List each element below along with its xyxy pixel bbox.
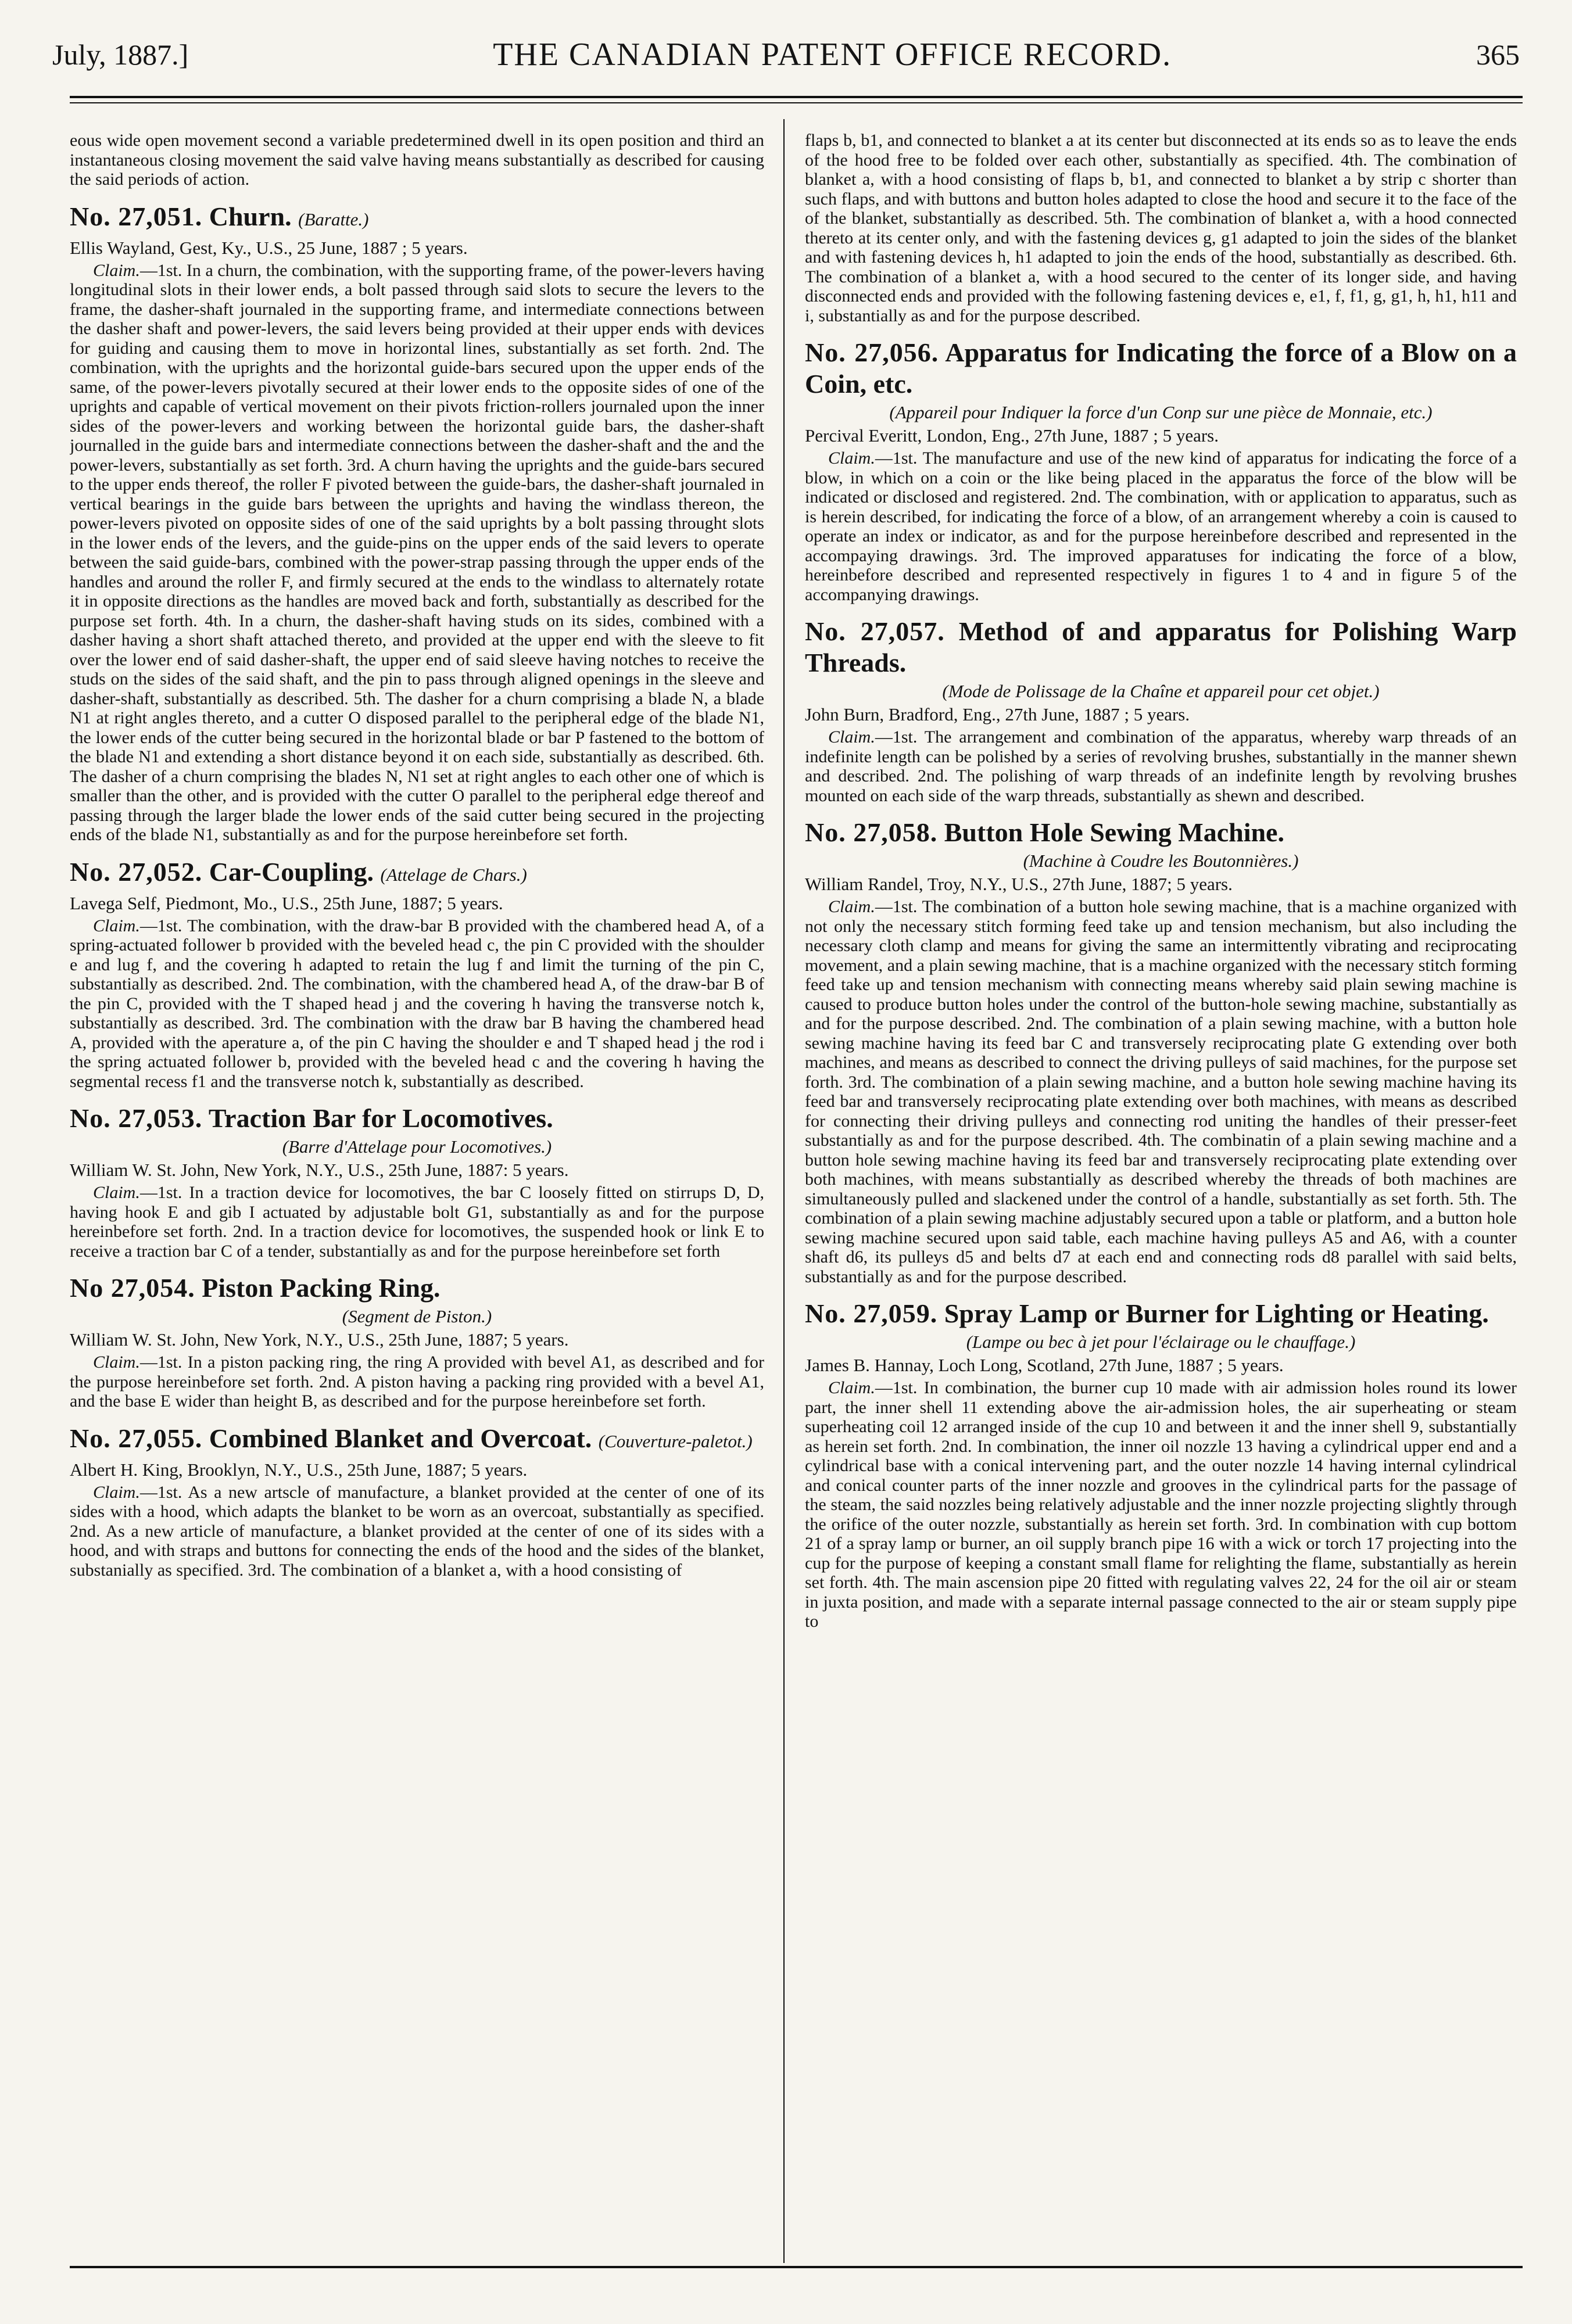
claim-text [70, 1353, 764, 1411]
patent-title: Apparatus for Indicating the force of a Blow on a Coin, etc. [805, 338, 1517, 399]
patent-number: No 27,054. [70, 1273, 195, 1303]
patent-french-title: (Machine à Coudre les Boutonnières.) [1023, 851, 1299, 871]
patent-entry-27059 [805, 1298, 1517, 1631]
patent-entry-27053 [70, 1103, 764, 1261]
patent-title: Spray Lamp or Burner for Lighting or Heating. [944, 1299, 1489, 1328]
patent-french-title: (Mode de Polissage de la Chaîne et appareil pour cet objet.) [942, 681, 1380, 701]
claim-label: Claim. [93, 1183, 140, 1202]
claim-body: —1st. The combination of a button hole sewing machine, that is a machine organized with not only the necessary stitch forming feed take up and tension mechanism, but also including the necessary cloth clamp and means for giving the same an intermittently vibrating and reciprocating movement, and a plain sewing machine, that is a machine organized with the necessary stitch forming feed take up and tension mechanism with connecting means whereby said plain sewing machine is caused to produce button holes under the control of the button-hole sewing machine, substantially as and for the purpose described. 2nd. The combination of a plain sewing machine, with a button hole sewing machine having its feed bar C and transversely reciprocating plate G extending over both machines, and means as described to connect the driving pulleys of said machines, for the purpose set forth. 3rd. The combination of a plain sewing machine, and a button hole sewing machine having its feed bar and transversely reciprocating plate extending over both machines, with means as described for connecting their driving pulleys and connecting rod uniting the handles of their presser-feet substantially as and for the purpose described. 4th. The combinatin of a plain sewing machine and a button hole sewing machine having its feed bar and transversely reciprocating plate extending over both machines, with means substantially as described whereby the threads of both machines are simultaneously pulled and slackened under the control of a handle, substantially as set forth. 5th. The combination of a plain sewing machine adjustably secured upon a table or platform, and a button hole sewing machine secured upon said table, each machine having pulleys A5 and A6, with a counter shaft d6, its pulleys d5 and belts d7 at each end and connecting rods d8 parallel with said belts, substantially as and for the purpose described. [805, 897, 1517, 1286]
patent-number: No. 27,051. [70, 201, 203, 231]
publication-title: THE CANADIAN PATENT OFFICE RECORD. [493, 37, 1172, 73]
patent-heading [70, 856, 764, 891]
patent-entry-27057 [805, 616, 1517, 805]
patent-french-title: (Couverture-paletot.) [598, 1430, 753, 1451]
patent-french-title: (Barre d'Attelage pour Locomotives.) [282, 1136, 552, 1157]
claim-body: —1st. The arrangement and combination of the apparatus, whereby warp threads of an indefinite length can be polished by a series of revolving brushes, substantially in the manner shewn and described. 2nd. The polishing of warp threads of an indefinite length by revolving brushes mounted on each side of the warp threads, substantially as shewn and described. [805, 727, 1517, 805]
claim-label: Claim. [93, 1353, 140, 1372]
patent-heading [805, 1298, 1517, 1329]
claim-body: —1st. In a churn, the combination, with the supporting frame, of the power-levers having longitudinal slots in their lower ends, a bolt passed through said slots to secure the levers to the frame, the dasher-shaft journaled in the supporting frame, and intermediate connections between the dasher shaft and power-levers, the said levers being provided at their upper ends with devices for guiding and causing them to move in horizontal lines, substantially as set forth. 2nd. The combination, with the uprights and the horizontal guide-bars secured upon the upper ends of the same, of the power-levers pivotally secured at their lower ends to the opposite sides of one of the uprights and capable of vertical movement on their pivots friction-rollers journaled upon the inner sides of the power-levers and working between the horizontal guide bars, the dasher-shaft journalled in the guide bars and intermediate connections between the dasher-shaft and the and the power-levers, substantially as set forth. 3rd. A churn having the uprights and the guide-bars secured to the upper ends thereof, the roller F pivoted between the guide-bars, the dasher-shaft journaled in vertical bearings in the guide bars between the uprights and having the windlass thereon, the power-levers pivoted on opposite sides of one of the said uprights by a bolt passing throught slots in the lower ends of the levers, and the guide-pins on the upper ends of the said levers to operate between the said guide-bars, combined with the power-strap passing through the upper ends of the handles and around the roller F, and firmly secured at the ends to the windlass to alternately rotate it in opposite directions as the handles are moved back and forth, substantially as described for the purpose set forth. 4th. In a churn, the dasher-shaft having studs on its sides, combined with a dasher having a short shaft attached thereto, and provided at the upper end with the sleeve to fit over the lower end of said dasher-shaft, the upper end of said sleeve having notches to receive the studs on the sides of the said shaft, and the pin to pass through aligned openings in the sleeve and dasher-shaft, substantially as described. 5th. The dasher for a churn comprising a blade N, a blade N1 at right angles thereto, and a cutter O disposed parallel to the peripheral edge of the blade N1, the lower ends of the cutter being secured in the horizontal blade or bar P fastened to the bottom of the blade N1 and extending a short distance beyond it on each side, substantially as described. 6th. The dasher of a churn comprising the blades N, N1 set at right angles to each other one of which is smaller than the other, and is provided with the cutter O parallel to the peripheral edge thereof and passing through the larger blade the lower ends of the said cutter being secured in the projecting ends of the blade N1, substantially as and for the purpose hereinbefore set forth. [70, 260, 764, 844]
claim-text [70, 1483, 764, 1580]
patent-title: Churn. [209, 201, 292, 231]
patent-french-title: (Lampe ou bec à jet pour l'éclairage ou le chauffage.) [966, 1332, 1356, 1352]
claim-text [805, 1378, 1517, 1631]
patent-title: Traction Bar for Locomotives. [208, 1103, 553, 1133]
patent-title: Piston Packing Ring. [202, 1273, 441, 1303]
patent-entry-27055 [70, 1423, 764, 1580]
patent-heading [70, 1272, 764, 1304]
claim-label: Claim. [93, 260, 140, 280]
patent-number: No. 27,058. [805, 817, 938, 847]
patentee-line: William Randel, Troy, N.Y., U.S., 27th June, 1887; 5 years. [805, 874, 1233, 894]
patent-title: Combined Blanket and Overcoat. [209, 1423, 592, 1453]
claim-body: —1st. The manufacture and use of the new kind of apparatus for indicating the force of a blow, in which on a coin or the like being placed in the apparatus the force of the blow will be indicated or disclosed and registered. 2nd. The combination, with or application to apparatus, such as is herein described, for indicating the force of a blow, of an arrangement whereby a coin is caused to operate an index or indicator, as and for the purpose hereinbefore described and represented in the accompaying drawings. 3rd. The improved apparatuses for indicating the force of a blow, hereinbefore described and represented respectively in figures 1 to 4 and in figure 5 of the accompanying drawings. [805, 449, 1517, 604]
claim-label: Claim. [93, 916, 140, 935]
patent-heading [70, 201, 764, 235]
footer-rule [70, 2266, 1523, 2268]
header-rule [70, 96, 1523, 98]
patentee-line: Ellis Wayland, Gest, Ky., U.S., 25 June, 1887 ; 5 years. [70, 237, 468, 258]
patentee-line: James B. Hannay, Loch Long, Scotland, 27th June, 1887 ; 5 years. [805, 1355, 1284, 1375]
patent-entry-27056 [805, 337, 1517, 604]
column-divider [783, 119, 785, 2263]
claim-label: Claim. [828, 897, 875, 916]
patent-heading [805, 817, 1517, 848]
claim-text [70, 1183, 764, 1261]
patent-title: Car-Coupling. [209, 856, 374, 887]
running-head [52, 33, 1520, 77]
claim-body: —1st. The combination, with the draw-bar B provided with the chambered head A, of a spring-actuated follower b provided with the beveled head c, the pin C provided with the shoulder e and lug f, and the covering h adapted to retain the lug f and limit the turning of the pin C, substantially as described. 2nd. The combination, with the chambered head A, of the draw-bar B of the pin C, provided with the T shaped head j and the covering h having the transverse notch k, substantially as described. 3rd. The combination with the draw bar B having the chambered head A, provided with the aperature a, of the pin C having the shoulder e and T shaped head j the rod i the spring actuated follower b, provided with the beveled head c and the covering h having the segmental recess f1 and the transverse notch k, substantially as described. [70, 916, 764, 1091]
claim-body: —1st. As a new artscle of manufacture, a blanket provided at the center of one of its sides with a hood, which adapts the blanket to be worn as an overcoat, substantially as specified. 2nd. As a new article of manufacture, a blanket provided at the center of one of its sides with a hood, and with straps and buttons for connecting the ends of the hood and the sides of the blanket, substanially as specified. 3rd. The combination of a blanket a, with a hood consisting of [70, 1482, 764, 1580]
claim-text [805, 727, 1517, 805]
patent-entry-27058 [805, 817, 1517, 1286]
patentee-line: John Burn, Bradford, Eng., 27th June, 1887 ; 5 years. [805, 704, 1190, 725]
patent-number: No. 27,055. [70, 1423, 203, 1453]
patent-french-title: (Attelage de Chars.) [380, 864, 527, 885]
claim-body: —1st. In a piston packing ring, the ring A provided with bevel A1, as described and for the purpose hereinbefore set forth. 2nd. A piston having a packing ring provided with a bevel A1, and the base E wider than height B, as described and for the purpose hereinbefore set forth. [70, 1353, 764, 1411]
issue-date: July, 1887.] [52, 38, 189, 71]
patentee-line: Lavega Self, Piedmont, Mo., U.S., 25th June, 1887; 5 years. [70, 892, 503, 913]
claim-text [70, 261, 764, 845]
right-column [805, 131, 1517, 2254]
claim-text [70, 916, 764, 1092]
claim-label: Claim. [93, 1482, 140, 1502]
patent-number: No. 27,059. [805, 1299, 938, 1328]
claim-label: Claim. [828, 727, 875, 747]
patentee-line: Percival Everitt, London, Eng., 27th June, 1887 ; 5 years. [805, 425, 1219, 446]
page-number: 365 [1476, 38, 1520, 71]
patent-heading [805, 616, 1517, 679]
continued-claim-text: eous wide open movement second a variable predetermined dwell in its open position and third an instantaneous closing movement the said valve having means substantially as described for causing the said periods of action. [70, 131, 764, 189]
patent-number: No. 27,052. [70, 856, 203, 887]
patent-number: No. 27,057. [805, 616, 945, 646]
patent-heading [70, 1423, 764, 1457]
patent-french-title: (Baratte.) [298, 209, 369, 229]
patentee-line: Albert H. King, Brooklyn, N.Y., U.S., 25th June, 1887; 5 years. [70, 1459, 528, 1480]
patent-entry-27051 [70, 201, 764, 845]
patent-entry-27052 [70, 856, 764, 1092]
patent-title: Button Hole Sewing Machine. [944, 817, 1284, 847]
patent-entry-27054 [70, 1272, 764, 1411]
patent-heading [805, 337, 1517, 400]
patent-french-title: (Segment de Piston.) [342, 1306, 492, 1326]
claim-body: —1st. In combination, the burner cup 10 made with air admission holes round its lower part, the inner shell 11 extending above the air-admission holes, the air superheating or steam superheating coil 12 arranged inside of the cup 10 and between it and the inner shell 9, substantially as herein set forth. 2nd. In combination, the inner oil nozzle 13 having a cylindrical upper end and a cylindrical base with a conical intervening part, and the outer nozzle 14 having internal cylindrical and conical counter parts of the inner nozzle and grooves in the cylindrical parts for the passage of the steam, the said nozzles being relatively adjustable and the inner nozzle projecting slightly through the orifice of the outer nozzle, substantially as herein set forth. 3rd. In combination with cup bottom 21 of a spray lamp or burner, an oil supply branch pipe 16 with a wick or torch 17 projecting into the cup for the purpose of keeping a constant small flame for relighting the flame, substantially as herein set forth. 4th. The main ascension pipe 20 fitted with regulating valves 22, 24 for the oil air or steam in juxta position, and made with a separate internal passage connected to the air or steam supply pipe to [805, 1378, 1517, 1631]
patent-number: No. 27,056. [805, 338, 939, 367]
patent-title: Method of and apparatus for Polishing Warp Threads. [805, 616, 1517, 677]
claim-text [805, 449, 1517, 604]
patent-french-title: (Appareil pour Indiquer la force d'un Conp sur une pièce de Monnaie, etc.) [889, 402, 1433, 422]
continued-claim-text: flaps b, b1, and connected to blanket a at its center but disconnected at its ends so as to leave the ends of the hood free to be folded over each other, substantially as specified. 4th. The combination of blanket a, with a hood consisting of flaps b, b1, and connected to blanket a by strip c shorter than such flaps, and with buttons and button holes adapted to close the hood and secure it to the face of the of the blanket, substantially as described. 5th. The combination of blanket a, with a hood connected thereto at its center only, and with the fastening devices g, g1 adapted to join the sides of the blanket and with fastening devices h, h1 adapted to join the ends of the hood, substantially as described. 6th. The combination of a blanket a, with a hood secured to the center of its longer side, and having disconnected ends and provided with the following fastening devices e, e1, f, f1, g, g1, h, h1, h11 and i, substantially as and for the purpose described. [805, 131, 1517, 325]
claim-label: Claim. [828, 449, 875, 468]
header-rule-thin [70, 102, 1523, 103]
patent-heading [70, 1103, 764, 1134]
claim-body: —1st. In a traction device for locomotives, the bar C loosely fitted on stirrups D, D, having hook E and gib I actuated by adjustable bolt G1, substantially as and for the purpose hereinbefore set forth. 2nd. In a traction device for locomotives, the suspended hook or link E to receive a traction bar C of a tender, substantially as and for the purpose hereinbefore set forth [70, 1183, 764, 1261]
patent-number: No. 27,053. [70, 1103, 203, 1133]
claim-label: Claim. [828, 1378, 875, 1397]
patentee-line: William W. St. John, New York, N.Y., U.S., 25th June, 1887; 5 years. [70, 1329, 569, 1350]
claim-text [805, 897, 1517, 1286]
left-column [70, 131, 764, 2254]
patentee-line: William W. St. John, New York, N.Y., U.S., 25th June, 1887: 5 years. [70, 1160, 569, 1180]
